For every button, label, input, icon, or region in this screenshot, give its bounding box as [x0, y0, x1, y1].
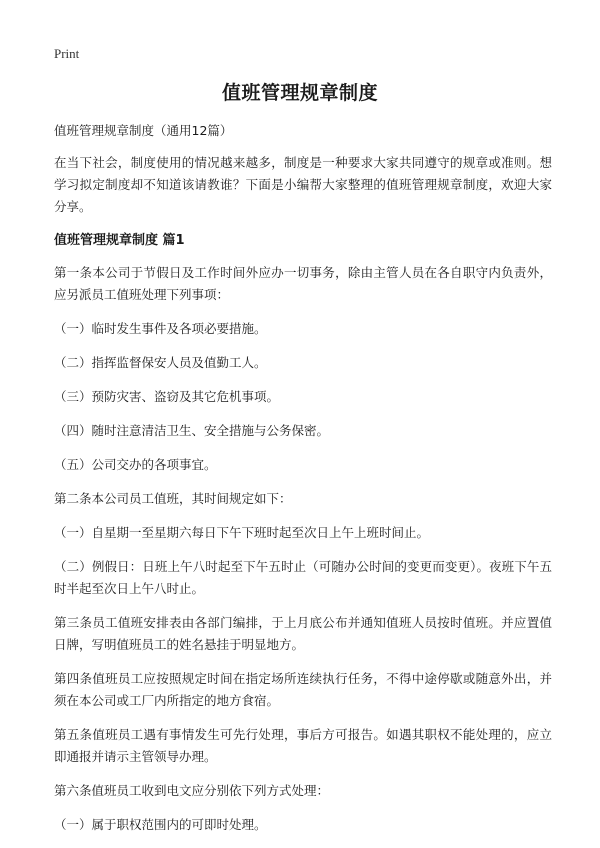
document-body — [54, 120, 552, 848]
article-2-item-1: （一）自星期一至星期六每日下午下班时起至次日上午上班时间止。 — [54, 525, 430, 540]
article-1-item-4: （四）随时注意清洁卫生、安全措施与公务保密。 — [54, 423, 330, 438]
intro-paragraph: 在当下社会，制度使用的情况越来越多，制度是一种要求大家共同遵守的规章或准则。想学习拟定制度却不知道该请教谁？下面是小编帮大家整理的值班管理规章制度，欢迎大家分享。 — [54, 155, 552, 214]
article-3: 第三条员工值班安排表由各部门编排，于上月底公布并通知值班人员按时值班。并应置值日牌，写明值班员工的姓名悬挂于明显地方。 — [54, 615, 552, 652]
article-1-item-3: （三）预防灾害、盗窃及其它危机事项。 — [54, 389, 280, 404]
article-1-item-1: （一）临时发生事件及各项必要措施。 — [54, 321, 267, 336]
article-1-item-5: （五）公司交办的各项事宜。 — [54, 457, 217, 472]
document-title: 值班管理规章制度 — [221, 82, 378, 104]
print-link[interactable]: Print — [54, 46, 80, 61]
article-5: 第五条值班员工遇有事情发生可先行处理，事后方可报告。如遇其职权不能处理的，应立即通报并请示主管领导办理。 — [54, 727, 552, 764]
article-2: 第二条本公司员工值班，其时间规定如下： — [54, 491, 292, 506]
article-4: 第四条值班员工应按照规定时间在指定场所连续执行任务，不得中途停歇或随意外出，并须在本公司或工厂内所指定的地方食宿。 — [54, 671, 552, 708]
document-subtitle: 值班管理规章制度（通用12篇） — [54, 123, 233, 138]
article-1: 第一条本公司于节假日及工作时间外应办一切事务，除由主管人员在各自职守内负责外，应另派员工值班处理下列事项： — [54, 265, 552, 302]
article-1-item-2: （二）指挥监督保安人员及值勤工人。 — [54, 355, 267, 370]
section-heading: 值班管理规章制度 篇1 — [54, 233, 185, 248]
article-2-item-2: （二）例假日：日班上午八时起至下午五时止（可随办公时间的变更而变更）。夜班下午五时半起至次日上午八时止。 — [54, 559, 552, 596]
article-6: 第六条值班员工收到电文应分别依下列方式处理： — [54, 783, 330, 798]
article-6-item-1: （一）属于职权范围内的可即时处理。 — [54, 817, 267, 832]
